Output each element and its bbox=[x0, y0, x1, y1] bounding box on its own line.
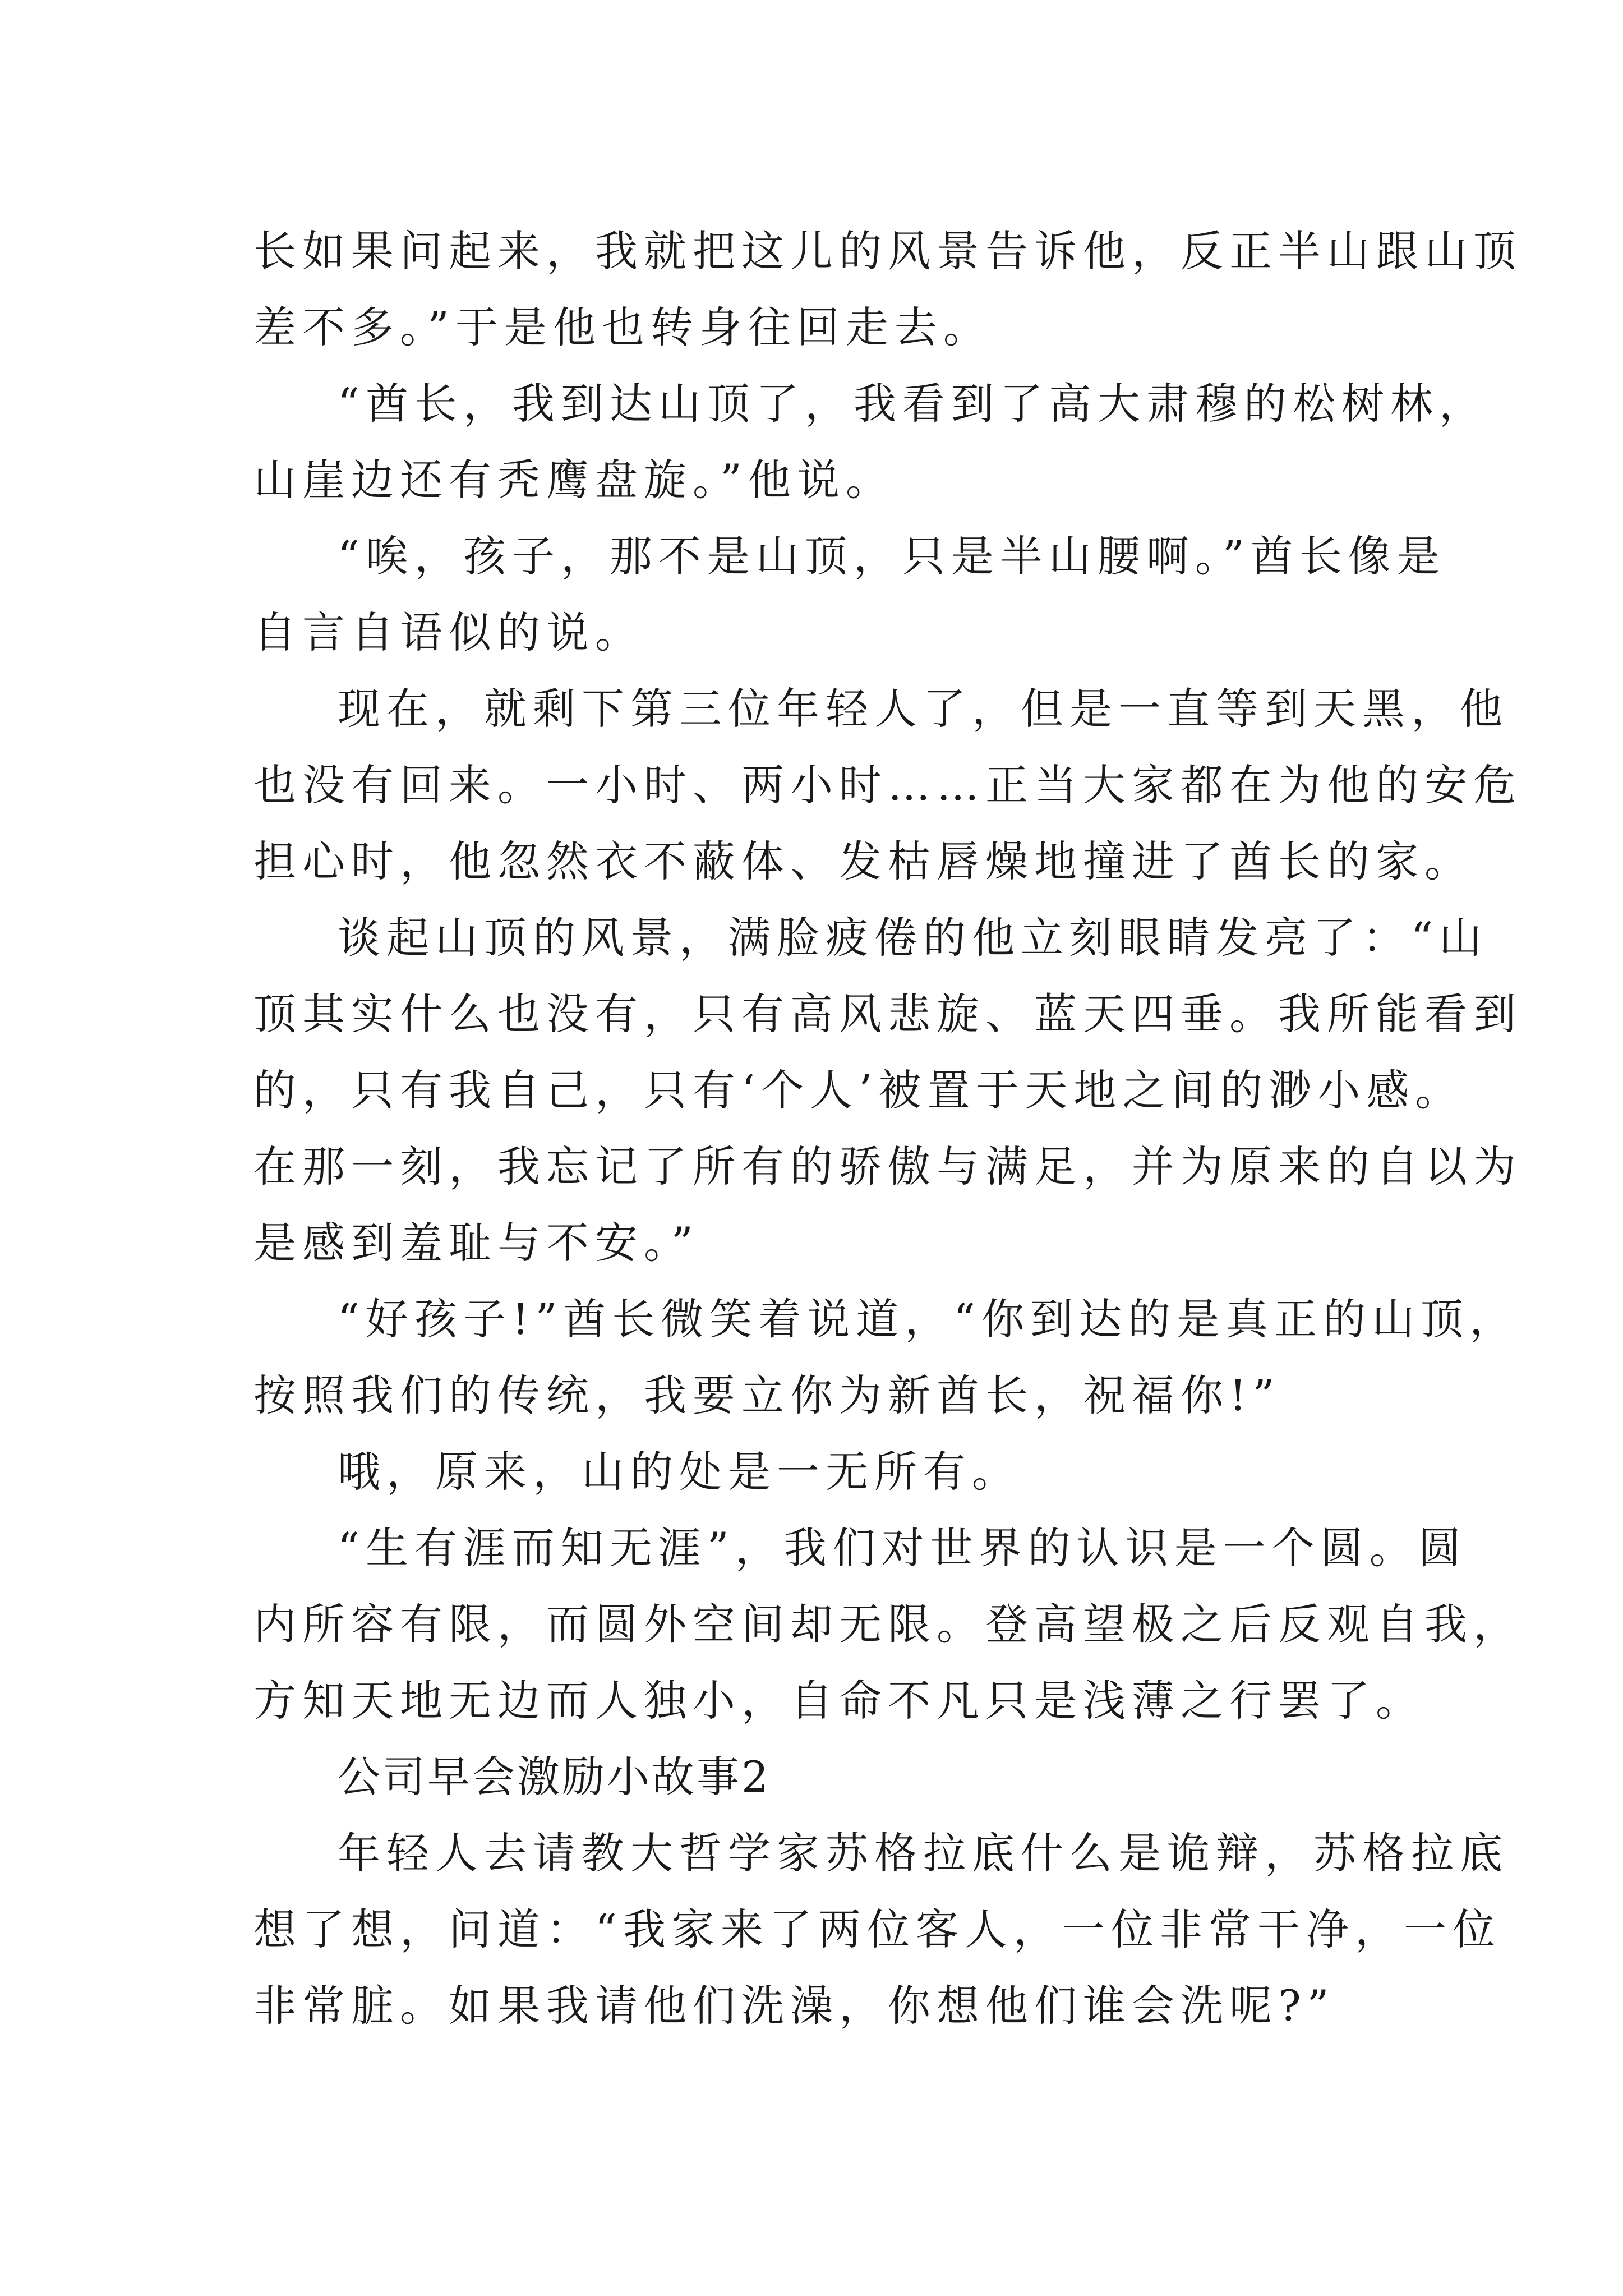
body-text bbox=[253, 213, 1522, 2044]
text-line: 在那一刻，我忘记了所有的骄傲与满足，并为原来的自以为 bbox=[253, 1142, 1522, 1191]
text-line: 顶其实什么也没有，只有高风悲旋、蓝天四垂。我所能看到 bbox=[253, 989, 1522, 1039]
paragraph-start: 谈起山顶的风景，满脸疲倦的他立刻眼睛发亮了：“山 bbox=[338, 913, 1488, 963]
text-line: 山崖边还有秃鹰盘旋。”他说。 bbox=[253, 455, 895, 505]
text-line: 的，只有我自己，只有‘个人’被置于天地之间的渺小感。 bbox=[253, 1065, 1464, 1115]
paragraph-start: 年轻人去请教大哲学家苏格拉底什么是诡辩，苏格拉底 bbox=[338, 1828, 1509, 1878]
text-line: 差不多。”于是他也转身往回走去。 bbox=[253, 302, 992, 352]
paragraph-start: 现在，就剩下第三位年轻人了，但是一直等到天黑，他 bbox=[338, 684, 1509, 734]
paragraph-start: 哦，原来，山的处是一无所有。 bbox=[338, 1447, 1021, 1497]
text-line: 也没有回来。一小时、两小时……正当大家都在为他的安危 bbox=[253, 760, 1522, 810]
section-heading: 公司早会激励小故事2 bbox=[338, 1752, 771, 1802]
text-line: 想了想，问道：“我家来了两位客人，一位非常干净，一位 bbox=[253, 1904, 1501, 1954]
text-line: 非常脏。如果我请他们洗澡，你想他们谁会洗呢?” bbox=[253, 1981, 1335, 2031]
text-line: 是感到羞耻与不安。” bbox=[253, 1218, 699, 1268]
text-line: 担心时，他忽然衣不蔽体、发枯唇燥地撞进了酋长的家。 bbox=[253, 836, 1473, 886]
text-line: 内所容有限，而圆外空间却无限。登高望极之后反观自我， bbox=[253, 1599, 1522, 1649]
text-line: 方知天地无边而人独小，自命不凡只是浅薄之行罢了。 bbox=[253, 1676, 1424, 1726]
text-line: 按照我们的传统，我要立你为新酋长，祝福你!” bbox=[253, 1370, 1281, 1420]
text-line: 自言自语似的说。 bbox=[253, 608, 644, 657]
paragraph-start: “生有涯而知无涯”，我们对世界的认识是一个圆。圆 bbox=[338, 1523, 1467, 1573]
paragraph-start: “好孩子!”酋长微笑着说道，“你到达的是真正的山顶， bbox=[338, 1294, 1519, 1344]
paragraph-start: “唉，孩子，那不是山顶，只是半山腰啊。”酋长像是 bbox=[338, 531, 1446, 581]
text-line: 长如果问起来，我就把这儿的风景告诉他，反正半山跟山顶 bbox=[253, 226, 1522, 276]
paragraph-start: “酋长，我到达山顶了，我看到了高大肃穆的松树林， bbox=[338, 379, 1488, 429]
